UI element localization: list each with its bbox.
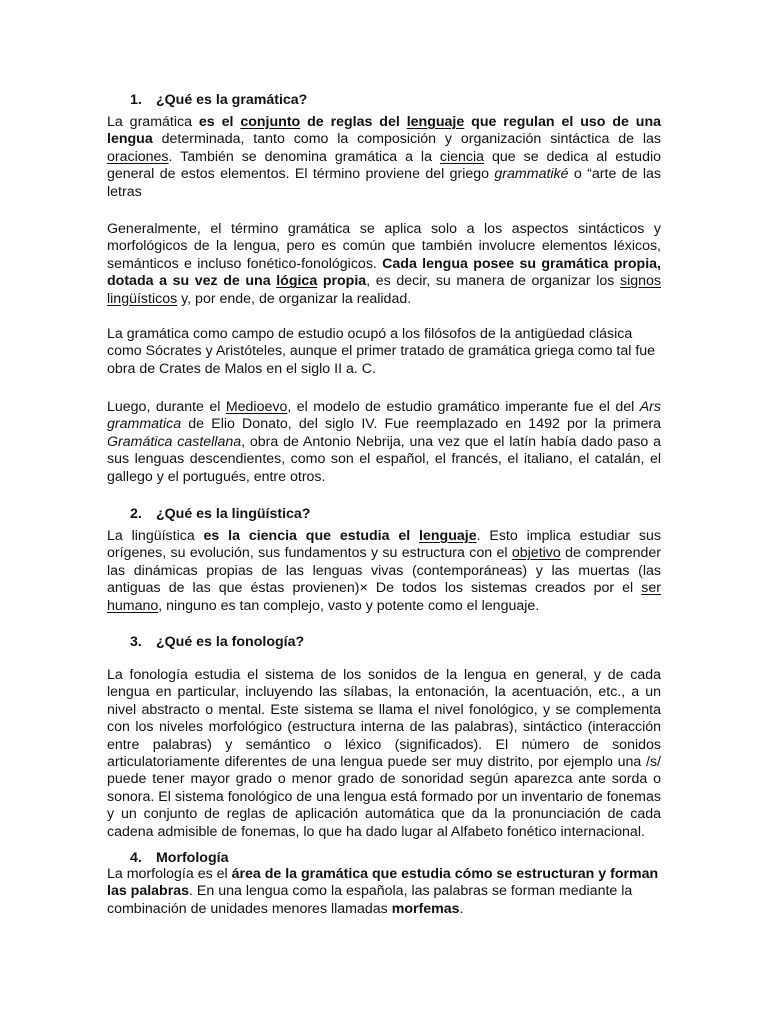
text-run: o “arte de las letras [107,166,661,200]
text-run: lógica [276,273,318,290]
paragraph [107,667,661,841]
text-run: Luego, durante el [107,399,226,415]
text-run: , es decir, su manera de organizar los [366,273,620,290]
text-run: La morfología es el [107,866,232,882]
text-run: Medioevo [225,399,288,415]
text-run: área de la gramática que estudia cómo se estructuran y forman las palabras [107,866,659,900]
section-number: 1. [130,92,142,108]
text-run: ser humano [107,580,661,614]
text-run: . [459,900,464,917]
section-number: 3. [130,634,142,650]
text-run: Ars grammatica [107,399,661,433]
section-title: ¿Qué es la fonología? [155,634,305,650]
text-run: Generalmente, el término gramática se aplica solo a los aspectos sintácticos y morfológicos de la lengua, pero es común que también involucre elementos léxicos, semánticos e incluso fonético-fonológicos. [107,221,661,272]
text-run: Cada lengua posee su gramática propia, dotada a su vez de una [107,255,661,290]
text-run: de comprender las dinámicas propias de las lenguas vivas (contemporáneas) y las muertas (las antiguas de las que éstas provienen)× De todos los sistemas creados por el [107,545,661,597]
text-run: morfemas [391,900,460,917]
paragraph [107,326,661,378]
text-run: oraciones [107,148,169,165]
text-run: que regulan el uso de una lengua [107,114,662,148]
text-run: , ninguno es tan complejo, vasto y potente como el lenguaje. [158,597,540,614]
text-run: grammatiké [494,166,569,183]
section-number: 4. [130,850,142,866]
text-run: . Esto implica estudiar sus orígenes, su evolución, sus fundamentos y su estructura con el [107,528,661,562]
text-run: , el modelo de estudio gramático imperante fue el del [287,399,640,415]
text-run: Gramática castellana [107,433,242,450]
paragraph [107,866,661,918]
section-heading-morfologia [130,850,228,867]
text-run: . También se denomina gramática a la [168,148,440,165]
paragraph [107,221,661,308]
text-run: La lingüística [107,528,204,544]
text-run: signos lingüísticos [107,273,661,307]
text-run: La fonología estudia el sistema de los sonidos de la lengua en general, y de cada lengua en particular, incluyendo las sílabas, la entonación, la acentuación, etc., a un nivel abstracto o mental. Este sistema se llama el nivel fonológico, y se complementa con los niveles morfológico (estructura interna de las palabras), sintáctico (interacción entre palabras) y semántico o léxico (significados). El número de sonidos articulatoriamente diferentes de una lengua puede ser muy distrito, por ejemplo una /s/ puede tener mayor grado o menor grado de sonoridad según aparezca ante sorda o sonora. El sistema fonológico de una lengua está formado por un inventario de fonemas y un conjunto de reglas de aplicación automática que da la pronunciación de cada cadena admisible de fonemas, lo que ha dado lugar al Alfabeto fonético internacional. [107,667,661,840]
text-run: lenguaje [406,114,465,130]
text-run: ciencia [439,148,485,165]
text-run: propia [317,273,367,290]
text-run: determinada, tanto como la composición y organización sintáctica de las [152,131,661,148]
text-run: conjunto [240,114,301,130]
section-heading-linguistica [130,506,310,523]
paragraph [107,399,661,486]
text-run: , obra de Antonio Nebrija, una vez que el latín había dado paso a sus lenguas descendientes, como son el español, el francés, el italiano, el catalán, el gallego y el portugués, entre otros. [107,433,661,485]
text-run: de Elio Donato, del siglo IV. Fue reemplazado en 1492 por la primera [181,416,661,433]
paragraph [107,528,661,615]
section-title: ¿Qué es la gramática? [155,92,308,108]
text-run: lenguaje [419,528,477,544]
section-heading-fonologia [130,634,304,651]
text-run: es el [198,114,241,130]
text-run: La gramática como campo de estudio ocupó a los filósofos de la antigüedad clásica como Sócrates y Aristóteles, aunque el primer tratado de gramática griega como tal fue obra de Crates de Malos en el siglo II a. C. [107,326,656,377]
text-run: es la ciencia que estudia el [203,528,420,544]
text-run: de reglas del [300,114,407,130]
paragraph [107,114,661,201]
text-run: que se dedica al estudio general de estos elementos. El término proviene del griego [107,148,661,183]
section-title: Morfología [155,850,229,866]
section-heading-gramatica [130,92,307,109]
text-run: y, por ende, de organizar la realidad. [177,290,412,307]
section-number: 2. [130,506,142,522]
text-run: objetivo [511,545,561,562]
text-run: . En una lengua como la española, las palabras se forman mediante la combinación de unidades menores llamadas [107,883,633,917]
section-title: ¿Qué es la lingüística? [155,506,311,522]
text-run: La gramática [107,114,199,130]
